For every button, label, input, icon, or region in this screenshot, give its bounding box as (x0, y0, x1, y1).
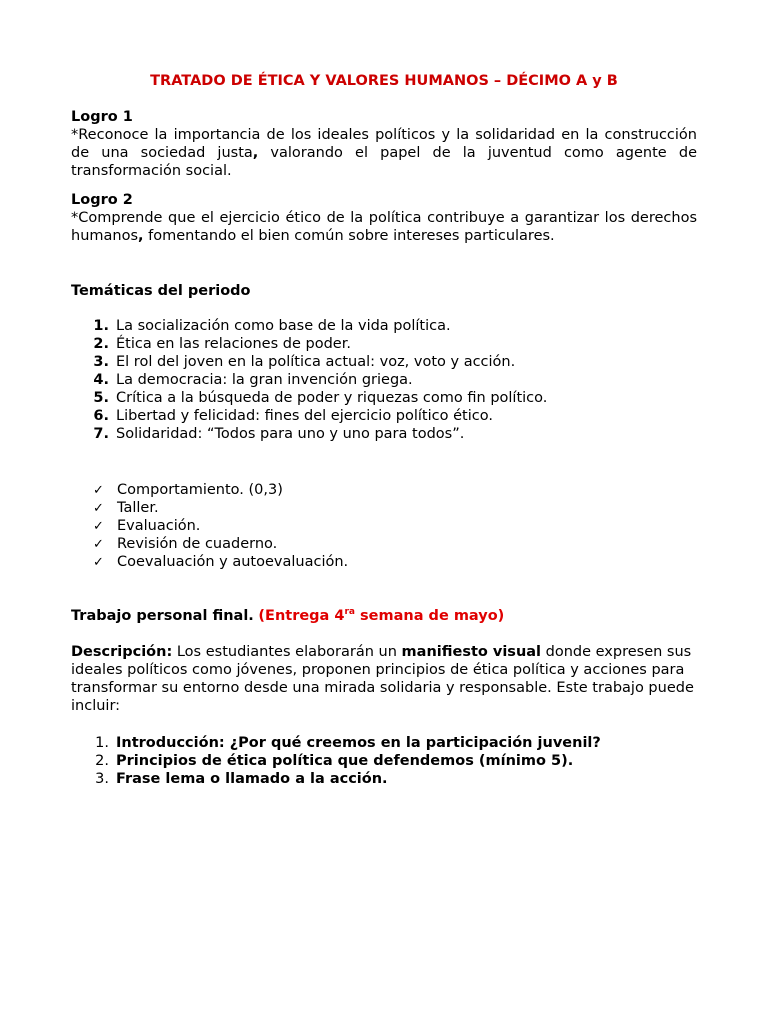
check-item-text: Evaluación. (117, 518, 201, 534)
list-item (71, 425, 697, 443)
check-item-text: Coevaluación y autoevaluación. (117, 554, 349, 570)
check-item (71, 517, 697, 535)
list-item (71, 371, 697, 389)
list-text: Crítica a la búsqueda de poder y riquezas como fin político. (116, 390, 548, 406)
list-text: Introducción: ¿Por qué creemos en la participación juvenil? (116, 735, 601, 751)
logro-2-text-part-a: *Comprende que el ejercicio ético de la política contribuye a garantizar los derechos humanos (71, 210, 697, 244)
list-number: 1. (93, 318, 109, 334)
check-icon: ✓ (93, 555, 104, 570)
list-number: 6. (93, 408, 109, 424)
tematicas-heading: Temáticas del periodo (71, 283, 251, 299)
logro-2-text-part-b: fomentando el bien común sobre intereses particulares. (143, 228, 555, 244)
list-text: La socialización como base de la vida política. (116, 318, 451, 334)
list-number: 3. (93, 354, 109, 370)
list-number: 1. (95, 735, 109, 751)
trabajo-heading: Trabajo personal final. (71, 608, 254, 624)
list-item (71, 407, 697, 425)
logro-2-text (71, 209, 697, 245)
list-text: La democracia: la gran invención griega. (116, 372, 413, 388)
list-item (71, 734, 697, 752)
list-number: 4. (93, 372, 109, 388)
check-item (71, 553, 697, 571)
list-item (71, 389, 697, 407)
check-item-text: Taller. (117, 500, 159, 516)
list-text: Libertad y felicidad: fines del ejercicio político ético. (116, 408, 493, 424)
descripcion-bold-term: manifiesto visual (401, 644, 542, 660)
list-text: Solidaridad: “Todos para uno y uno para todos”. (116, 426, 465, 442)
tematicas-list (71, 317, 697, 443)
list-number: 2. (95, 753, 109, 769)
entrega-pre: (Entrega 4 (258, 608, 345, 624)
list-item (71, 335, 697, 353)
logro-1-heading: Logro 1 (71, 109, 133, 125)
logro-2-comma: , (138, 228, 144, 244)
list-item (71, 353, 697, 371)
trabajo-heading-line (71, 607, 697, 625)
entrega-post: semana de mayo) (355, 608, 505, 624)
check-item-text: Revisión de cuaderno. (117, 536, 278, 552)
logro-1-text-part-b: valorando el papel de la juventud como agente de transformación social. (71, 145, 697, 179)
descripcion-paragraph (71, 643, 697, 715)
logro-1-text (71, 126, 697, 180)
check-icon: ✓ (93, 501, 104, 516)
check-item-text: Comportamiento. (0,3) (117, 482, 283, 498)
list-number: 3. (95, 771, 109, 787)
check-item (71, 535, 697, 553)
list-item (71, 752, 697, 770)
logro-1-comma: , (252, 145, 259, 161)
criterios-checklist (71, 481, 697, 571)
logro-1-section (71, 108, 697, 180)
entrega-note (258, 608, 504, 624)
logro-2-section (71, 191, 697, 245)
check-icon: ✓ (93, 537, 104, 552)
entrega-sup: ra (344, 607, 355, 617)
list-text: Frase lema o llamado a la acción. (116, 771, 388, 787)
list-text: Ética en las relaciones de poder. (116, 336, 351, 352)
document-title: TRATADO DE ÉTICA Y VALORES HUMANOS – DÉCIMO A y B (150, 73, 618, 89)
descripcion-list (71, 734, 697, 788)
list-number: 7. (93, 426, 109, 442)
check-item (71, 481, 697, 499)
descripcion-text-b: donde expresen sus ideales políticos como jóvenes, proponen principios de ética política y acciones para transformar su entorno desde una mirada solidaria y responsable. Este trabajo puede incluir: (71, 644, 694, 714)
list-number: 2. (93, 336, 109, 352)
descripcion-text-a: Los estudiantes elaborarán un (172, 644, 402, 660)
list-text: El rol del joven en la política actual: voz, voto y acción. (116, 354, 516, 370)
logro-1-text-part-a: *Reconoce la importancia de los ideales políticos y la solidaridad en la construcción de una sociedad justa (71, 127, 697, 161)
list-item (71, 317, 697, 335)
descripcion-label: Descripción: (71, 644, 173, 660)
check-item (71, 499, 697, 517)
check-icon: ✓ (93, 519, 104, 534)
list-item (71, 770, 697, 788)
check-icon: ✓ (93, 483, 104, 498)
logro-2-heading: Logro 2 (71, 192, 133, 208)
list-number: 5. (93, 390, 109, 406)
list-text: Principios de ética política que defendemos (mínimo 5). (116, 753, 574, 769)
